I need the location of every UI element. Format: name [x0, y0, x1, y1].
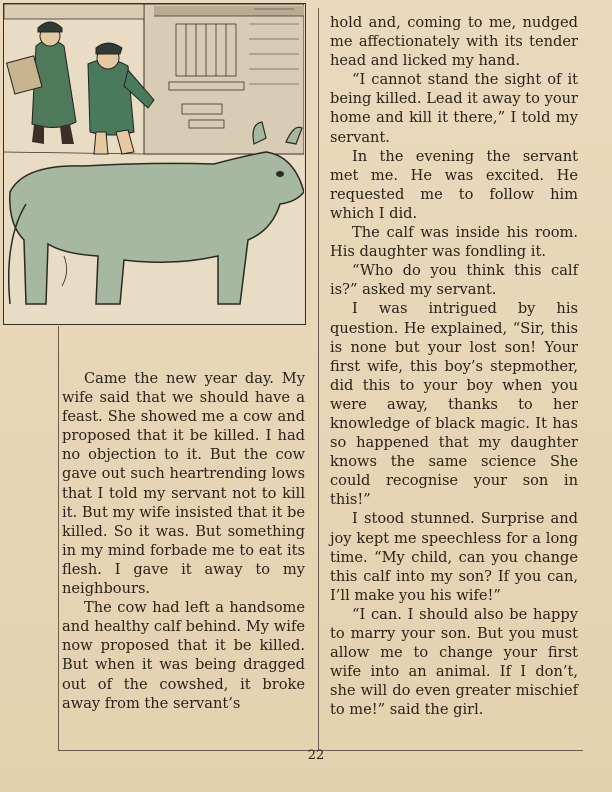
story-paragraph: The cow had left a handsome and healthy calf behind. My wife now proposed that it be killed. But when it was being dragged out of the cowshed, it broke away from the servant’s — [62, 599, 305, 712]
story-paragraph: “Who do you think this calf is?” asked my servant. — [330, 262, 578, 299]
cow-and-men-drawing — [4, 4, 304, 323]
right-column-rule — [318, 8, 319, 750]
left-text-column — [62, 369, 305, 713]
story-paragraph: “I cannot stand the sight of it being killed. Lead it away to your home and kill it there,” I told my servant. — [330, 71, 578, 146]
story-paragraph: In the evening the servant met me. He was excited. He requested me to follow him which I did. — [330, 147, 578, 222]
story-paragraph: hold and, coming to me, nudged me affectionately with its tender head and licked my hand. — [330, 14, 578, 70]
story-paragraph: I stood stunned. Surprise and joy kept me speechless for a long time. “My child, can you change this calf into my son? If you can, I’ll make you his wife!” — [330, 510, 578, 604]
right-text-column — [330, 13, 578, 719]
story-illustration — [3, 3, 306, 325]
story-paragraph: Came the new year day. My wife said that we should have a feast. She showed me a cow and proposed that it be killed. I had no objection to it. But the cow gave out such heartrending lows that I told my servant not to kill it. But my wife insisted that it be killed. So it was. But something in my mind forbade me to eat its flesh. I gave it away to my neighbours. — [62, 370, 305, 598]
story-paragraph: The calf was inside his room. His daughter was fondling it. — [330, 224, 578, 261]
story-paragraph: “I can. I should also be happy to marry your son. But you must allow me to change your first wife into an animal. If I don’t, she will do even greater mischief to me!” said the girl. — [330, 605, 578, 719]
story-paragraph: I was intrigued by his question. He explained, “Sir, this is none but your lost son! Your first wife, this boy’s stepmother, did this to your boy when you were away, thanks to her knowledge of black magic. It has so happened that my daughter knows the same science She could recognise your son in this!” — [330, 300, 578, 509]
page-number: 22 — [307, 748, 325, 763]
